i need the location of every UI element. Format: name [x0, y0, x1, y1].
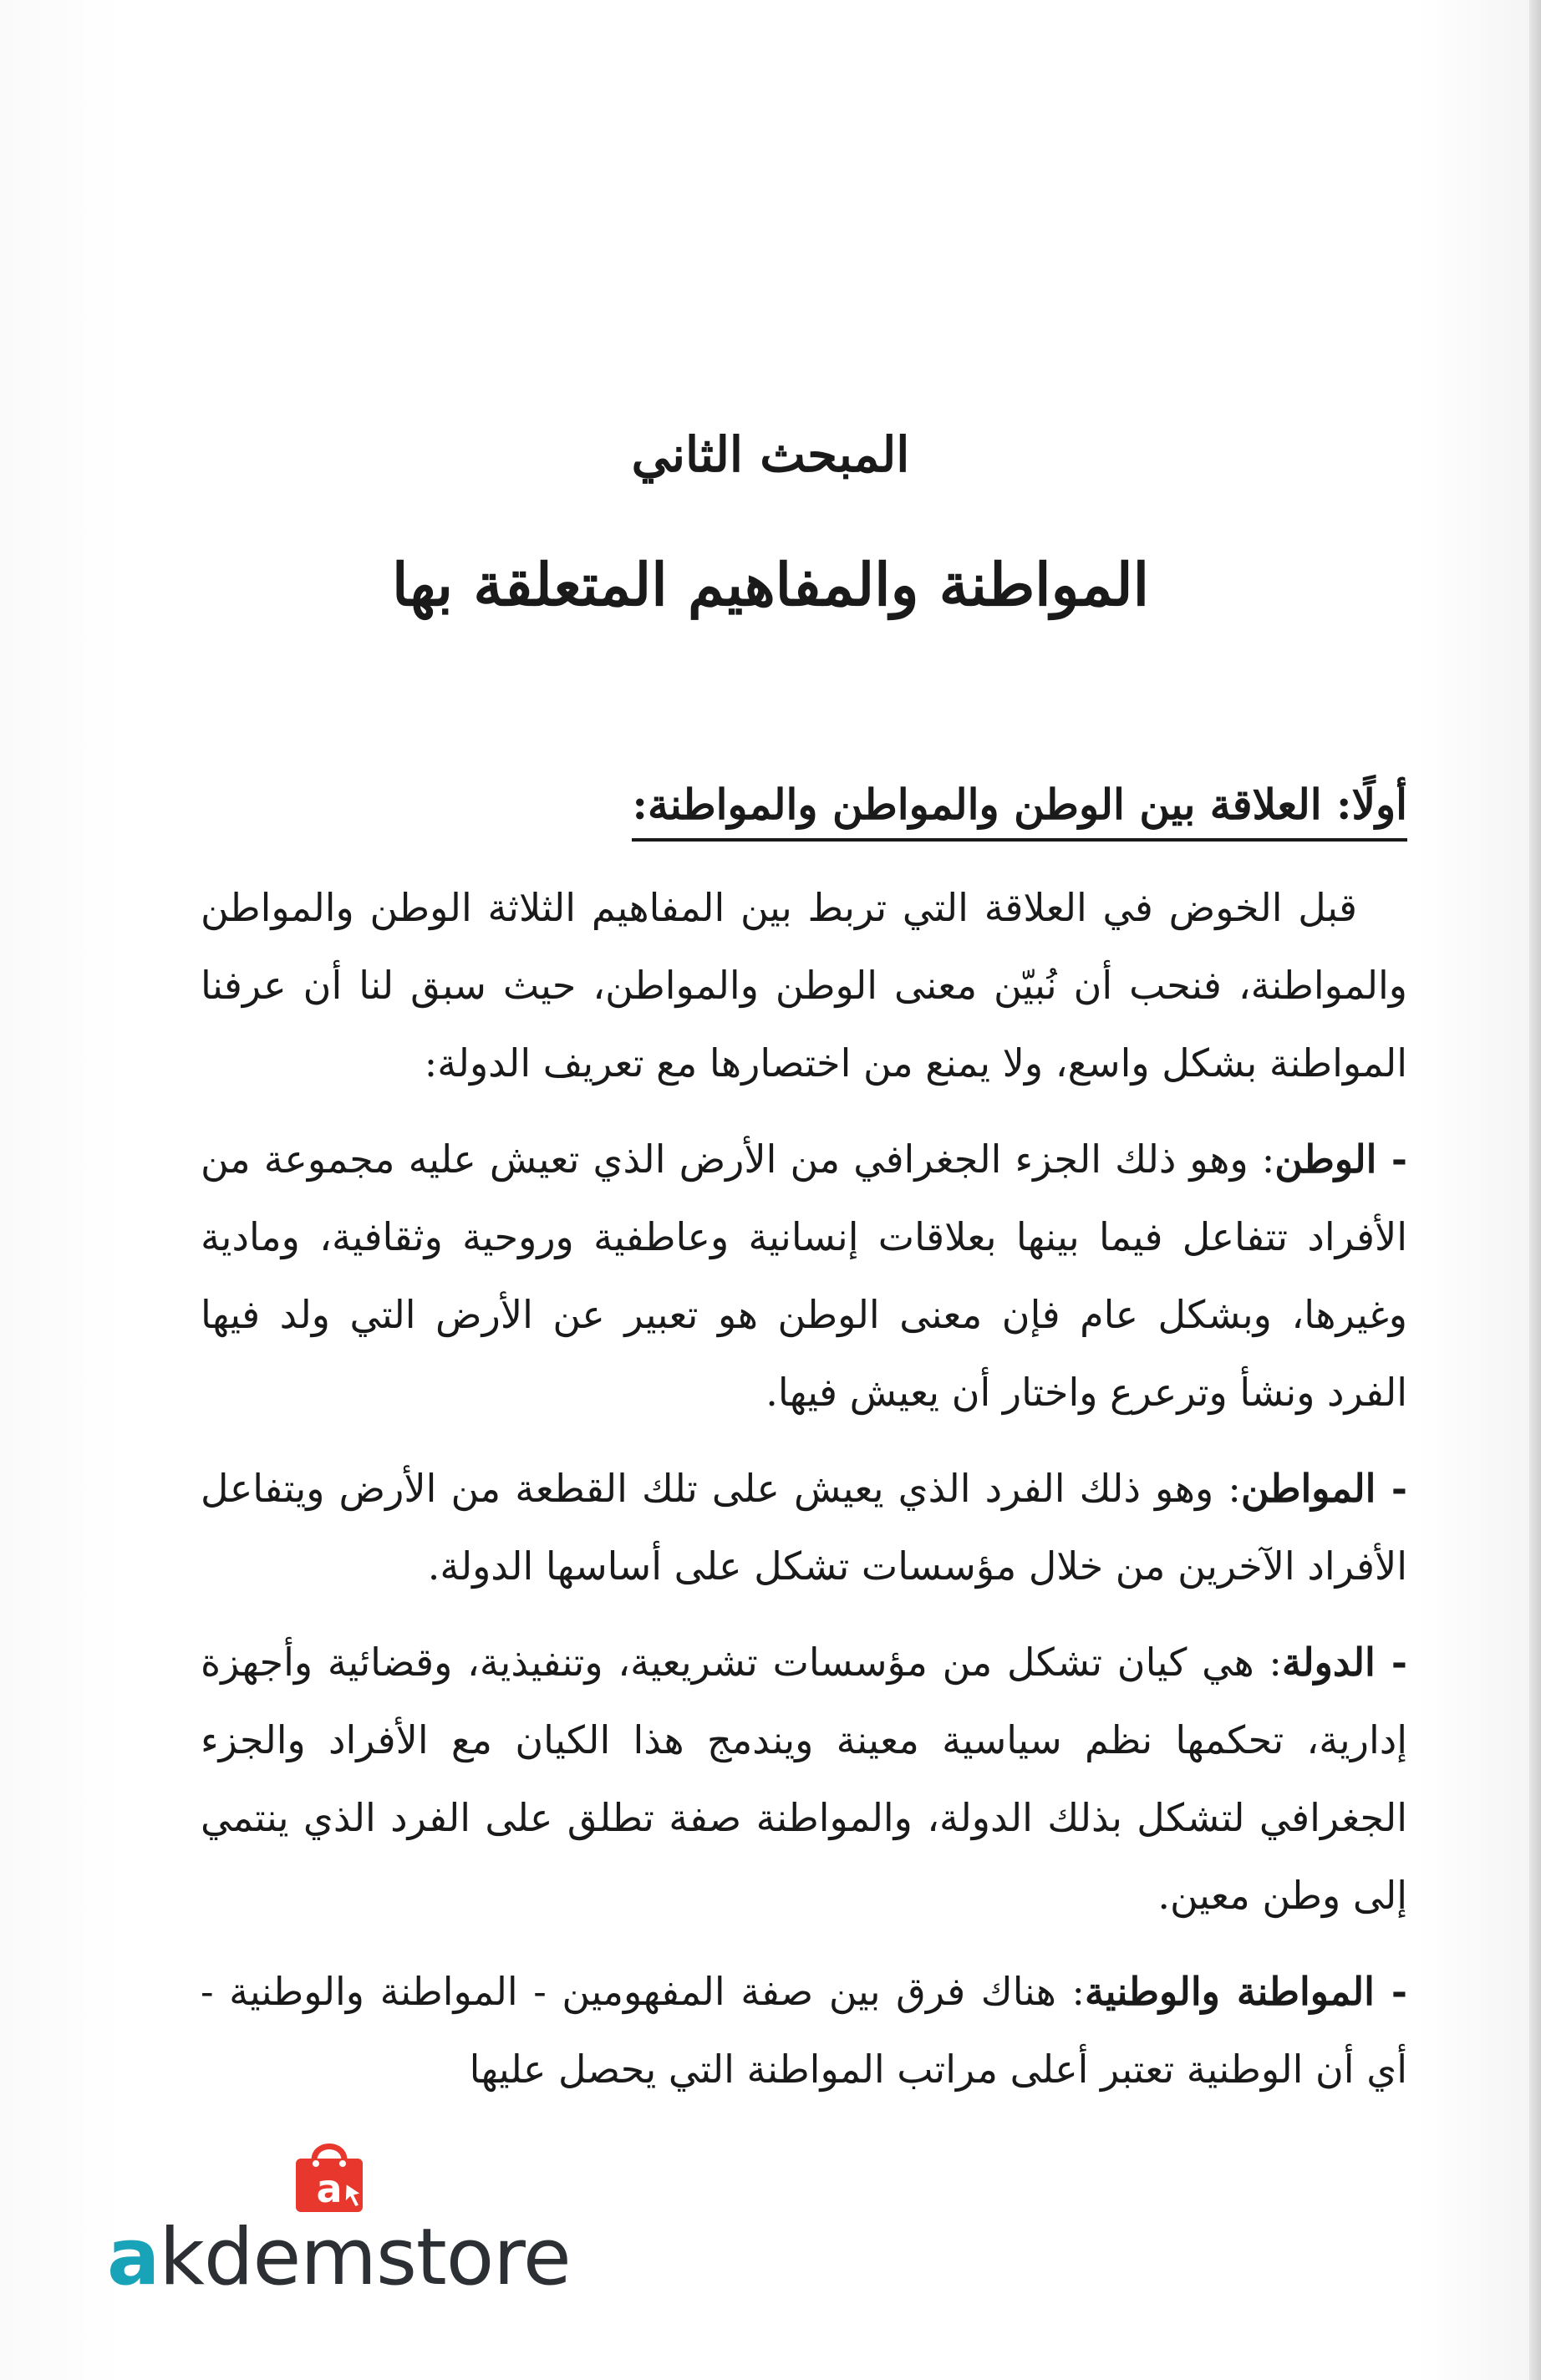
paragraph-intro	[201, 869, 1407, 1102]
section-title: المواطنة والمفاهيم المتعلقة بها	[391, 550, 1150, 619]
term-citizenship-patriotism: - المواطنة والوطنية	[1085, 1969, 1408, 2014]
paragraph-state	[201, 1624, 1407, 1935]
paragraph-text: قبل الخوض في العلاقة التي تربط بين المفاهيم الثلاثة الوطن والمواطن والمواطنة، فنحب أن نُبيّن معنى الوطن والمواطن، حيث سبق لنا أن عرفنا المواطنة بشكل واسع، ولا يمنع من اختصارها مع تعريف الدولة:	[201, 885, 1407, 1086]
term-citizen: - المواطن	[1240, 1466, 1407, 1511]
term-state: - الدولة	[1281, 1640, 1407, 1685]
brand-initial: a	[107, 2212, 160, 2303]
brand-wordmark	[107, 2212, 571, 2303]
paragraph-text: : وهو ذلك الجزء الجغرافي من الأرض الذي تعيش عليه مجموعة من الأفراد تتفاعل فيما بينها بعلاقات إنسانية وعاطفية وروحية وثقافية، ومادية وغيرها، وبشكل عام فإن معنى الوطن هو تعبير عن الأرض التي ولد فيها الفرد ونشأ وترعرع واختار أن يعيش فيها.	[201, 1137, 1407, 1415]
brand-name: kdemstore	[159, 2212, 571, 2303]
paragraph-text: : هناك فرق بين صفة المفهومين - المواطنة والوطنية - أي أن الوطنية تعتبر أعلى مراتب المواطنة التي يحصل عليها	[201, 1969, 1407, 2092]
body-text	[201, 869, 1407, 2127]
watermark-logo	[107, 2135, 571, 2336]
shopping-bag-icon	[291, 2135, 368, 2215]
paragraph-text: : هي كيان تشكل من مؤسسات تشريعية، وتنفيذية، وقضائية وأجهزة إدارية، تحكمها نظم سياسية معينة ويندمج هذا الكيان مع الأفراد والجزء الجغرافي لتشكل بذلك الدولة، والمواطنة صفة تطلق على الفرد الذي ينتمي إلى وطن معين.	[201, 1640, 1407, 1918]
term-homeland: - الوطن	[1274, 1137, 1408, 1182]
section-label: المبحث الثاني	[631, 426, 910, 483]
page-edge	[1529, 0, 1541, 2380]
paragraph-citizenship-patriotism	[201, 1953, 1407, 2108]
bag-letter: a	[316, 2166, 343, 2211]
paragraph-citizen	[201, 1450, 1407, 1605]
subheading: أولًا: العلاقة بين الوطن والمواطن والمواطنة:	[632, 777, 1407, 842]
paragraph-text: : وهو ذلك الفرد الذي يعيش على تلك القطعة من الأرض ويتفاعل الأفراد الآخرين من خلال مؤسسات تشكل على أساسها الدولة.	[201, 1466, 1407, 1589]
paragraph-homeland	[201, 1121, 1407, 1432]
